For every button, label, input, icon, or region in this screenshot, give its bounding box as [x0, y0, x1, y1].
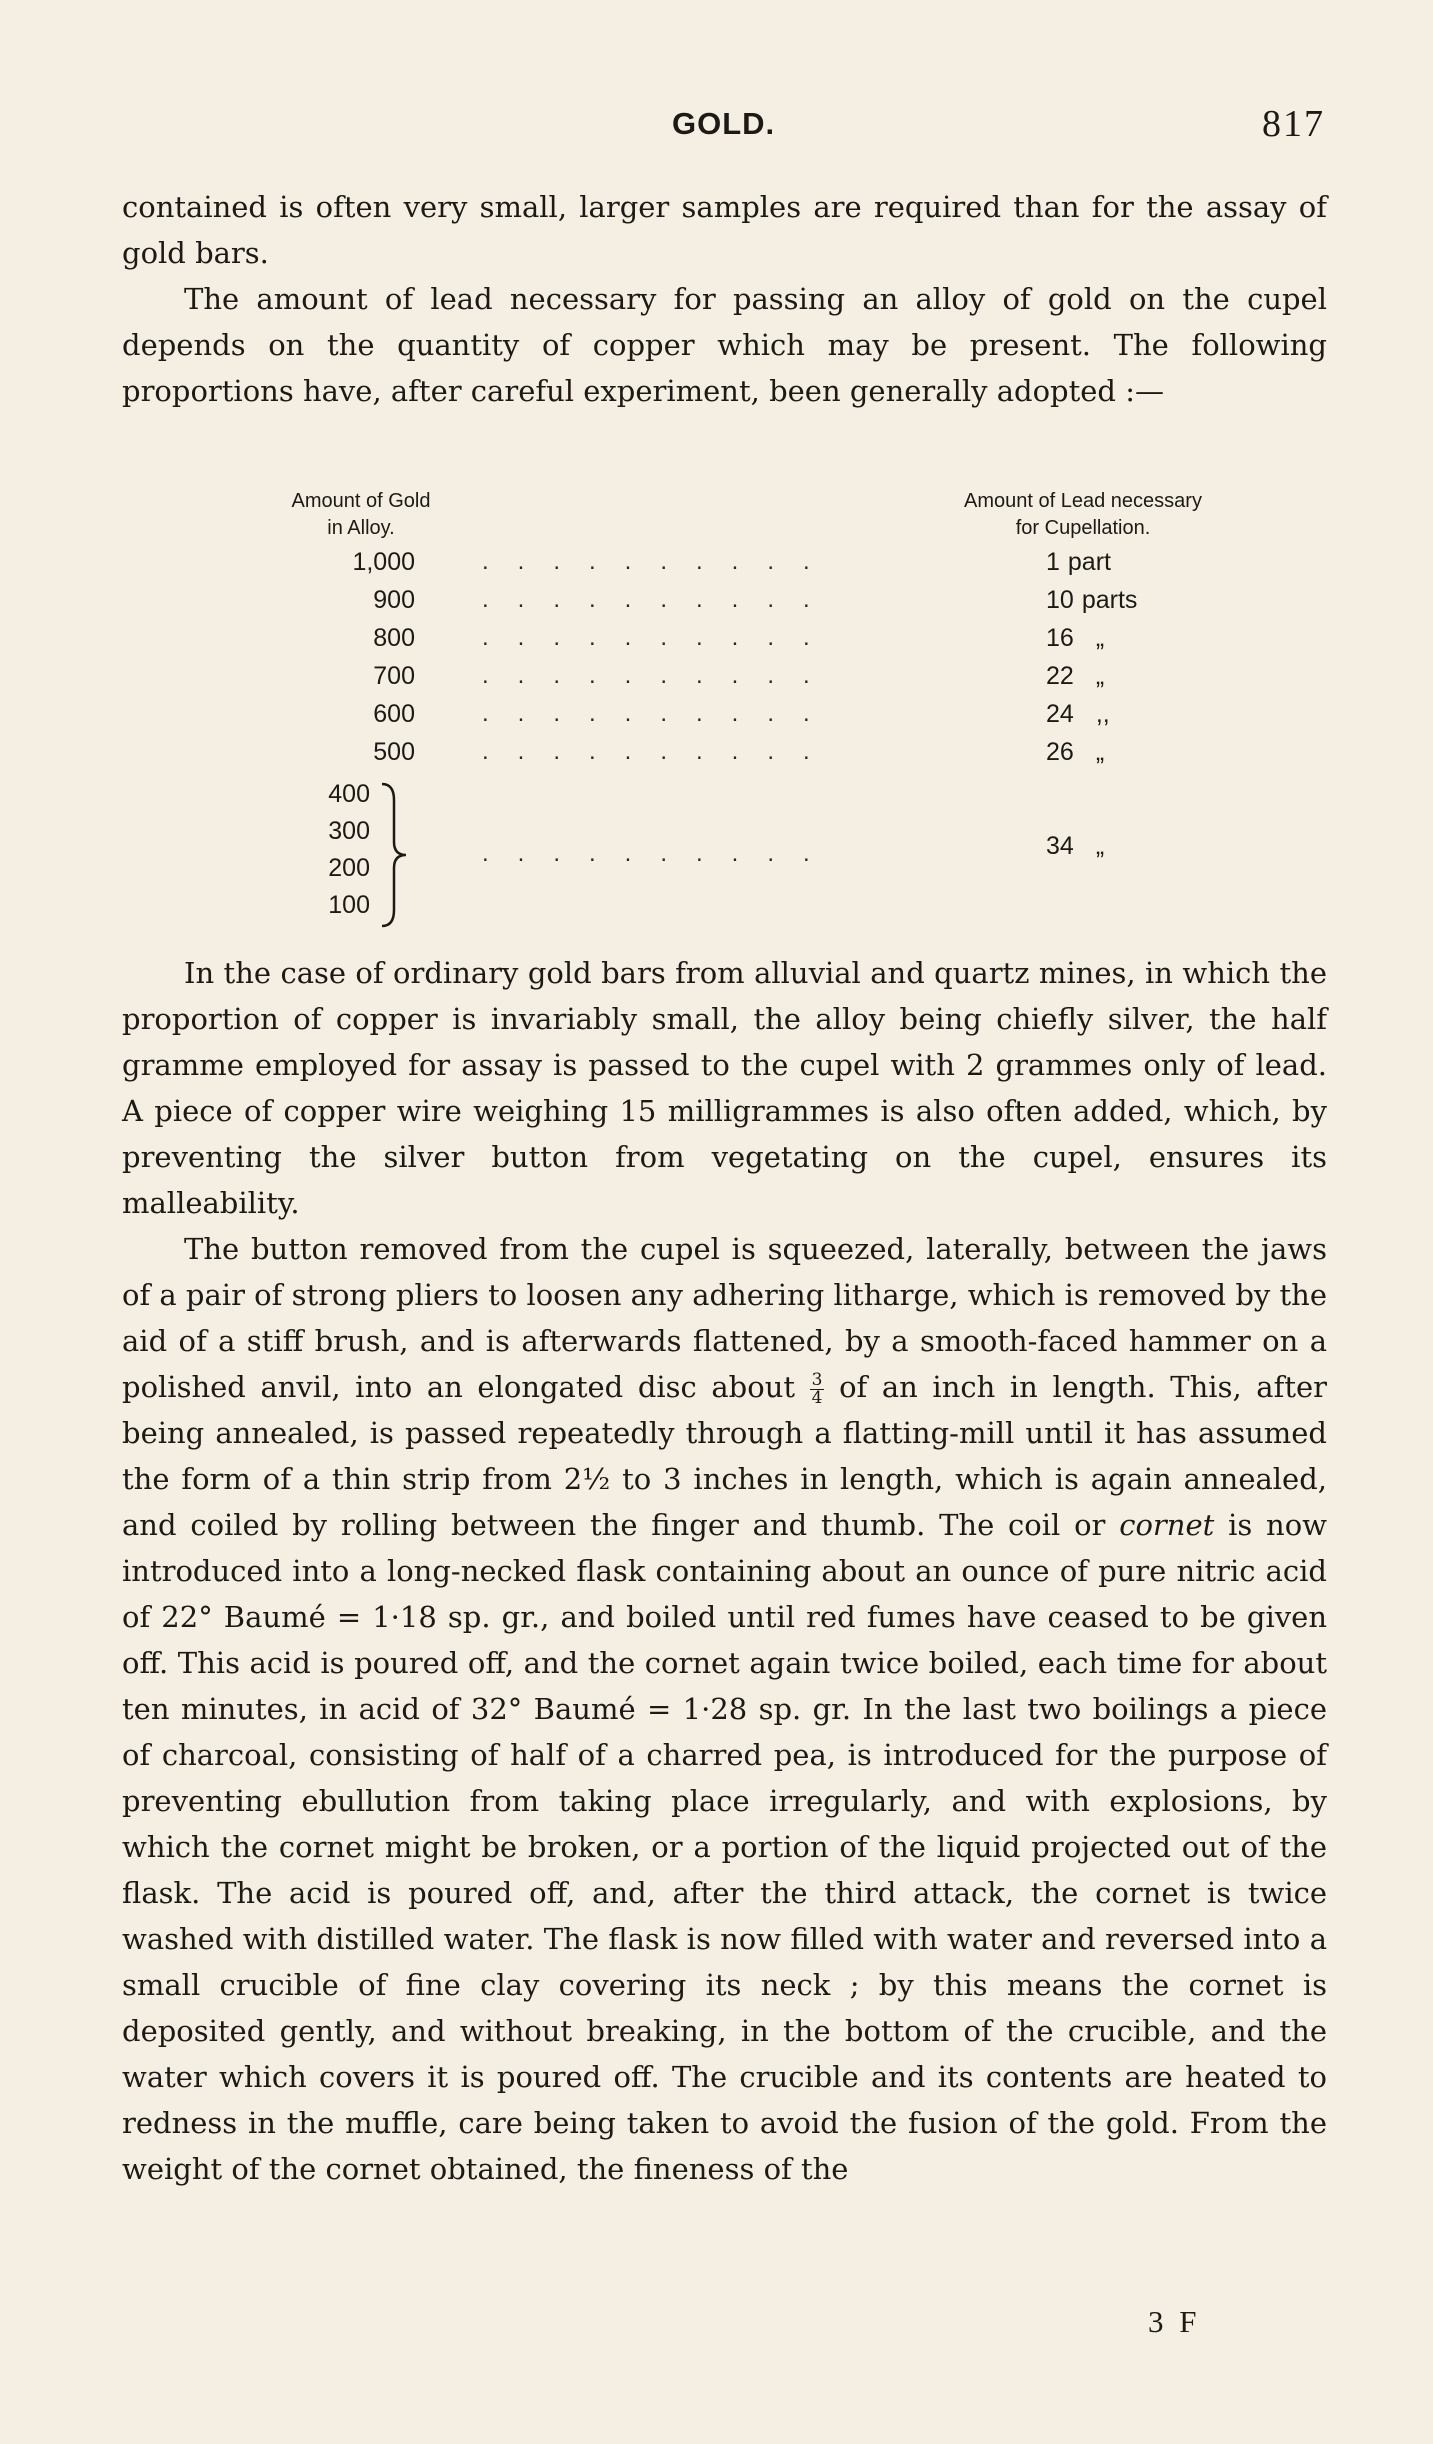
table-cell-gold: 700 — [373, 662, 415, 690]
text-run: of an inch in length. This, after being annealed, is passed repeatedly through a flatting-mill until it has assumed the form of a thin strip from 2½ to 3 inches in length, which is again annealed, and coiled by rolling between the finger and thumb. The coil or — [122, 1370, 1327, 1542]
table-cell-lead — [1046, 586, 1137, 615]
lead-unit: part — [1067, 548, 1111, 576]
table-cell-gold: 600 — [373, 700, 415, 728]
paragraph-lead-proportions — [122, 276, 1327, 414]
table-cell-gold: 1,000 — [352, 548, 415, 576]
table-header-line: for Cupellation. — [1015, 517, 1151, 539]
paragraph-continuation — [122, 184, 1327, 276]
page-header — [0, 103, 1433, 150]
lead-amount: 22 — [1046, 662, 1074, 690]
paragraph-text — [122, 1226, 1327, 2192]
dot-leader: .......... — [482, 624, 839, 651]
lead-unit: „ — [1095, 738, 1105, 766]
lead-unit: „ — [1095, 832, 1105, 860]
dot-leader: .......... — [482, 548, 839, 575]
table-header-line: in Alloy. — [327, 517, 395, 539]
table-cell-lead — [1046, 624, 1104, 653]
table-cell-gold: 100 — [328, 891, 370, 919]
table-cell-gold: 900 — [373, 586, 415, 614]
paragraph-text: In the case of ordinary gold bars from alluvial and quartz mines, in which the proportion of copper is invariably small, the alloy being chiefly silver, the half gramme employed for assay is passed to the cupel with 2 grammes only of lead. A piece of copper wire weighing 15 milligrammes is also often added, which, by preventing the silver button from vegetating on the cupel, ensures its malleability. — [122, 956, 1327, 1220]
table-cell-lead — [1046, 548, 1111, 577]
lead-amount: 34 — [1046, 832, 1074, 860]
table-header-line: Amount of Lead necessary — [964, 490, 1202, 512]
lead-amount: 26 — [1046, 738, 1074, 766]
text-run: is now introduced into a long-necked flask containing about an ounce of pure nitric acid of 22° Baumé = 1·18 sp. gr., and boiled until red fumes have ceased to be given off. This acid is poured off, and the cornet again twice boiled, each time for about ten minutes, in acid of 32° Baumé = 1·28 sp. gr. In the last two boilings a piece of charcoal, consisting of half of a charred pea, is introduced for the purpose of preventing ebullution from taking place irregularly, and with explosions, by which the cornet might be broken, or a portion of the liquid projected out of the flask. The acid is poured off, and, after the third attack, the cornet is twice washed with distilled water. The flask is now filled with water and reversed into a small crucible of fine clay covering its neck ; by this means the cornet is deposited gently, and without breaking, in the bottom of the crucible, and the water which covers it is poured off. The crucible and its contents are heated to redness in the muffle, care being taken to avoid the fusion of the gold. From the weight of the cornet obtained, the fineness of the — [122, 1508, 1327, 2186]
table-header-lead — [898, 488, 1268, 542]
dot-leader: .......... — [482, 662, 839, 689]
table-cell-gold: 800 — [373, 624, 415, 652]
paragraph-text: The amount of lead necessary for passing an alloy of gold on the cupel depends on the quantity of copper which may be present. The following proportions have, after careful experiment, been generally adopted :— — [122, 282, 1327, 408]
table-header-line: Amount of Gold — [291, 490, 431, 512]
lead-unit: „ — [1095, 662, 1105, 690]
table-header-gold — [250, 488, 472, 542]
table-cell-gold: 200 — [328, 854, 370, 882]
paragraph-text: contained is often very small, larger samples are required than for the assay of gold bars. — [122, 190, 1327, 270]
table-cell-gold: 500 — [373, 738, 415, 766]
lead-amount: 10 — [1046, 586, 1074, 614]
fraction — [810, 1369, 825, 1408]
dot-leader: .......... — [482, 586, 839, 613]
table-cell-lead — [1046, 700, 1110, 729]
running-title: GOLD. — [672, 106, 776, 141]
table-cell-lead — [1046, 662, 1104, 691]
signature-mark: 3 F — [1148, 2304, 1201, 2339]
right-brace-icon — [378, 780, 412, 930]
fraction-numerator: 3 — [811, 1369, 823, 1390]
lead-proportion-table — [0, 488, 1433, 948]
dot-leader: .......... — [482, 840, 839, 867]
main-text-block — [122, 950, 1327, 2192]
table-cell-gold: 400 — [328, 780, 370, 808]
lead-unit: ,, — [1095, 700, 1110, 728]
text-run: The button removed from the cupel is squeezed, laterally, between the jaws of a pair of strong pliers to loosen any adhering litharge, which is removed by the aid of a stiff brush, and is afterwards flattened, by a smooth-faced hammer on a polished anvil, into an elongated disc about — [122, 1232, 1327, 1404]
table-cell-gold: 300 — [328, 817, 370, 845]
table-cell-lead — [1046, 832, 1104, 861]
grouped-gold-values — [300, 776, 370, 924]
page-number: 817 — [1262, 103, 1325, 145]
lead-amount: 24 — [1046, 700, 1074, 728]
table-cell-lead — [1046, 738, 1104, 767]
lead-amount: 16 — [1046, 624, 1074, 652]
lead-unit: parts — [1081, 586, 1138, 614]
dot-leader: .......... — [482, 700, 839, 727]
italic-term: cornet — [1119, 1508, 1215, 1542]
lead-amount: 1 — [1046, 548, 1060, 576]
fraction-denominator: 4 — [811, 1387, 823, 1408]
dot-leader: .......... — [482, 738, 839, 765]
lead-unit: „ — [1095, 624, 1105, 652]
